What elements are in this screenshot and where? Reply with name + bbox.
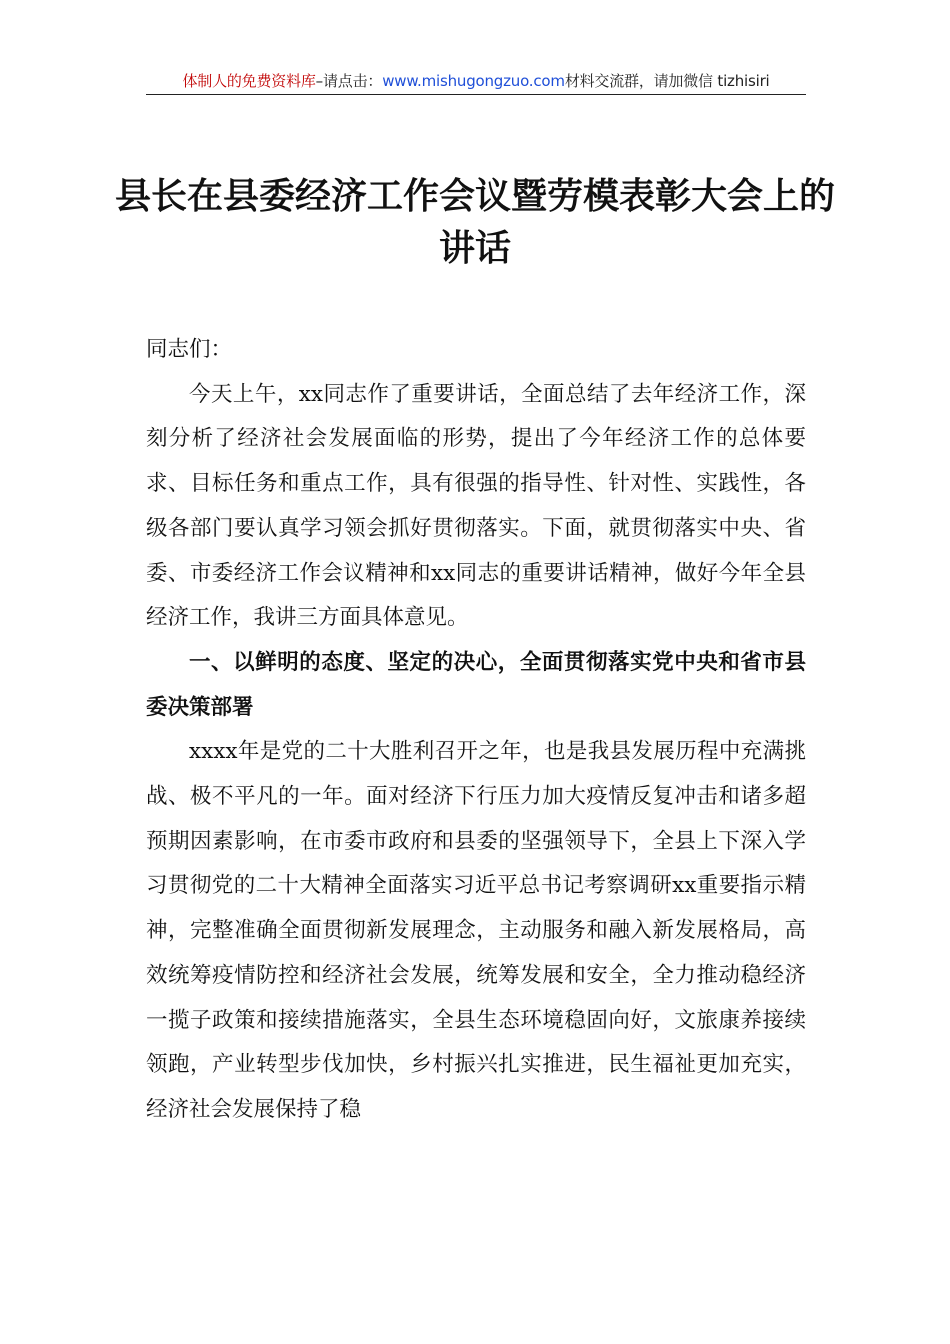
page-header: [146, 68, 806, 95]
header-prompt: –请点击：: [315, 72, 383, 90]
document-title: 县长在县委经济工作会议暨劳模表彰大会上的讲话: [114, 175, 835, 269]
salutation: 同志们：: [146, 337, 233, 362]
header-contact: 材料交流群，请加微信 tizhisiri: [564, 72, 770, 90]
section-paragraph: xxxx年是党的二十大胜利召开之年，也是我县发展历程中充满挑战、极不平凡的一年。面对经济下行压力加大疫情反复冲击和诸多超预期因素影响，在市委市政府和县委的坚强领导下，全县上下深入学习贯彻党的二十大精神全面落实习近平总书记考察调研xx重要指示精神，完整准确全面贯彻新发展理念，主动服务和融入新发展格局，高效统筹疫情防控和经济社会发展，统筹发展和安全，全力推动稳经济一揽子政策和接续措施落实，全县生态环境稳固向好，文旅康养接续领跑，产业转型步伐加快，乡村振兴扎实推进，民生福祉更加充实，经济社会发展保持了稳: [146, 739, 806, 1122]
document-body: [146, 328, 806, 1133]
section-heading: 一、以鲜明的态度、坚定的决心，全面贯彻落实党中央和省市县委决策部署: [146, 649, 806, 720]
header-url-link[interactable]: www.mishugongzuo.com: [382, 72, 565, 90]
intro-paragraph: 今天上午，xx同志作了重要讲话，全面总结了去年经济工作，深刻分析了经济社会发展面临的形势，提出了今年经济工作的总体要求、目标任务和重点工作，具有很强的指导性、针对性、实践性，各级各部门要认真学习领会抓好贯彻落实。下面，就贯彻落实中央、省委、市委经济工作会议精神和xx同志的重要讲话精神，做好今年全县经济工作，我讲三方面具体意见。: [146, 381, 806, 631]
header-site-name: 体制人的免费资料库: [182, 72, 316, 90]
